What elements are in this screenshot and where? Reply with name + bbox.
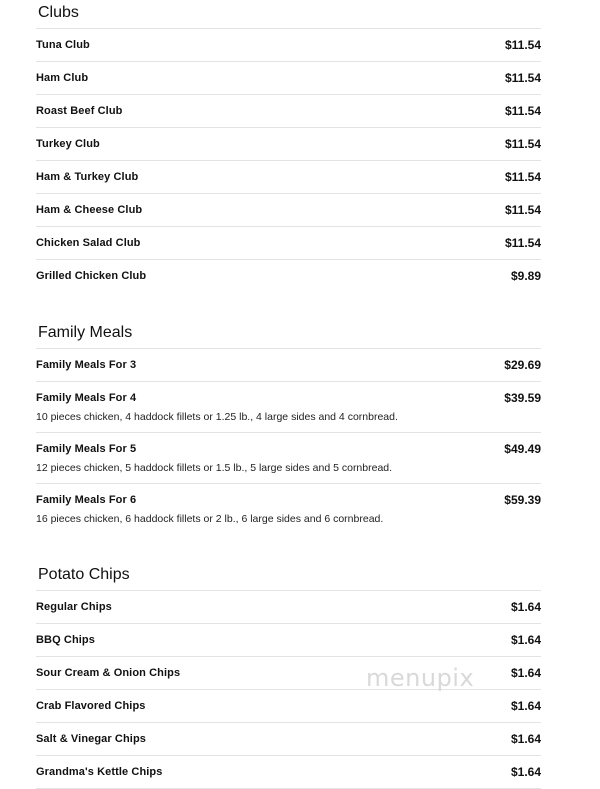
item-name: Family Meals For 6 bbox=[36, 494, 137, 506]
menu-item bbox=[36, 690, 541, 723]
item-name: Tuna Club bbox=[36, 39, 90, 51]
menu-item bbox=[36, 723, 541, 756]
menu-item bbox=[36, 95, 541, 128]
menu-item bbox=[36, 484, 541, 535]
section-title: Clubs bbox=[36, 0, 541, 29]
item-name: Crab Flavored Chips bbox=[36, 700, 146, 712]
menu-item bbox=[36, 194, 541, 227]
menu-item bbox=[36, 756, 541, 789]
item-price: $29.69 bbox=[504, 358, 541, 372]
item-name: Salt & Vinegar Chips bbox=[36, 733, 146, 745]
item-price: $49.49 bbox=[504, 442, 541, 456]
item-name: BBQ Chips bbox=[36, 634, 95, 646]
item-price: $59.39 bbox=[504, 493, 541, 507]
item-name: Grilled Chicken Club bbox=[36, 270, 147, 282]
item-name: Ham Club bbox=[36, 72, 89, 84]
item-price: $9.89 bbox=[510, 269, 541, 283]
item-name: Sour Cream & Onion Chips bbox=[36, 667, 181, 679]
watermark-logo: menupix bbox=[366, 664, 475, 692]
item-name: Family Meals For 5 bbox=[36, 443, 137, 455]
menu-section-clubs bbox=[36, 0, 541, 293]
section-spacer bbox=[36, 293, 541, 320]
item-name: Regular Chips bbox=[36, 601, 112, 613]
item-price: $1.64 bbox=[510, 666, 541, 680]
item-price: $11.54 bbox=[504, 38, 541, 52]
item-price: $11.54 bbox=[504, 236, 541, 250]
item-price: $11.54 bbox=[504, 137, 541, 151]
item-description: 10 pieces chicken, 4 haddock fillets or 1.25 lb., 4 large sides and 4 cornbread. bbox=[36, 411, 398, 423]
item-price: $11.54 bbox=[504, 104, 541, 118]
item-name: Grandma's Kettle Chips bbox=[36, 766, 163, 778]
item-name: Roast Beef Club bbox=[36, 105, 123, 117]
section-title: Potato Chips bbox=[36, 562, 541, 591]
item-description: 12 pieces chicken, 5 haddock fillets or 1.5 lb., 5 large sides and 5 cornbread. bbox=[36, 462, 393, 474]
menu-item bbox=[36, 227, 541, 260]
menu-item bbox=[36, 29, 541, 62]
item-name: Chicken Salad Club bbox=[36, 237, 141, 249]
item-price: $1.64 bbox=[510, 765, 541, 779]
menu-item bbox=[36, 128, 541, 161]
menu-item bbox=[36, 62, 541, 95]
item-price: $39.59 bbox=[504, 391, 541, 405]
section-title: Family Meals bbox=[36, 320, 541, 349]
menu-item bbox=[36, 349, 541, 382]
item-name: Family Meals For 4 bbox=[36, 392, 137, 404]
item-name: Ham & Turkey Club bbox=[36, 171, 139, 183]
item-description: 16 pieces chicken, 6 haddock fillets or 2 lb., 6 large sides and 6 cornbread. bbox=[36, 513, 384, 525]
item-price: $11.54 bbox=[504, 170, 541, 184]
item-price: $1.64 bbox=[510, 633, 541, 647]
item-name: Turkey Club bbox=[36, 138, 100, 150]
item-price: $11.54 bbox=[504, 71, 541, 85]
menu-item bbox=[36, 260, 541, 293]
menu-section-family-meals bbox=[36, 320, 541, 535]
item-price: $11.54 bbox=[504, 203, 541, 217]
menu-item bbox=[36, 161, 541, 194]
item-price: $1.64 bbox=[510, 600, 541, 614]
menu-item bbox=[36, 591, 541, 624]
item-price: $1.64 bbox=[510, 732, 541, 746]
item-price: $1.64 bbox=[510, 699, 541, 713]
menu-item bbox=[36, 624, 541, 657]
menu-item bbox=[36, 382, 541, 433]
item-name: Family Meals For 3 bbox=[36, 359, 137, 371]
menu-item bbox=[36, 433, 541, 484]
item-name: Ham & Cheese Club bbox=[36, 204, 143, 216]
section-spacer bbox=[36, 535, 541, 562]
